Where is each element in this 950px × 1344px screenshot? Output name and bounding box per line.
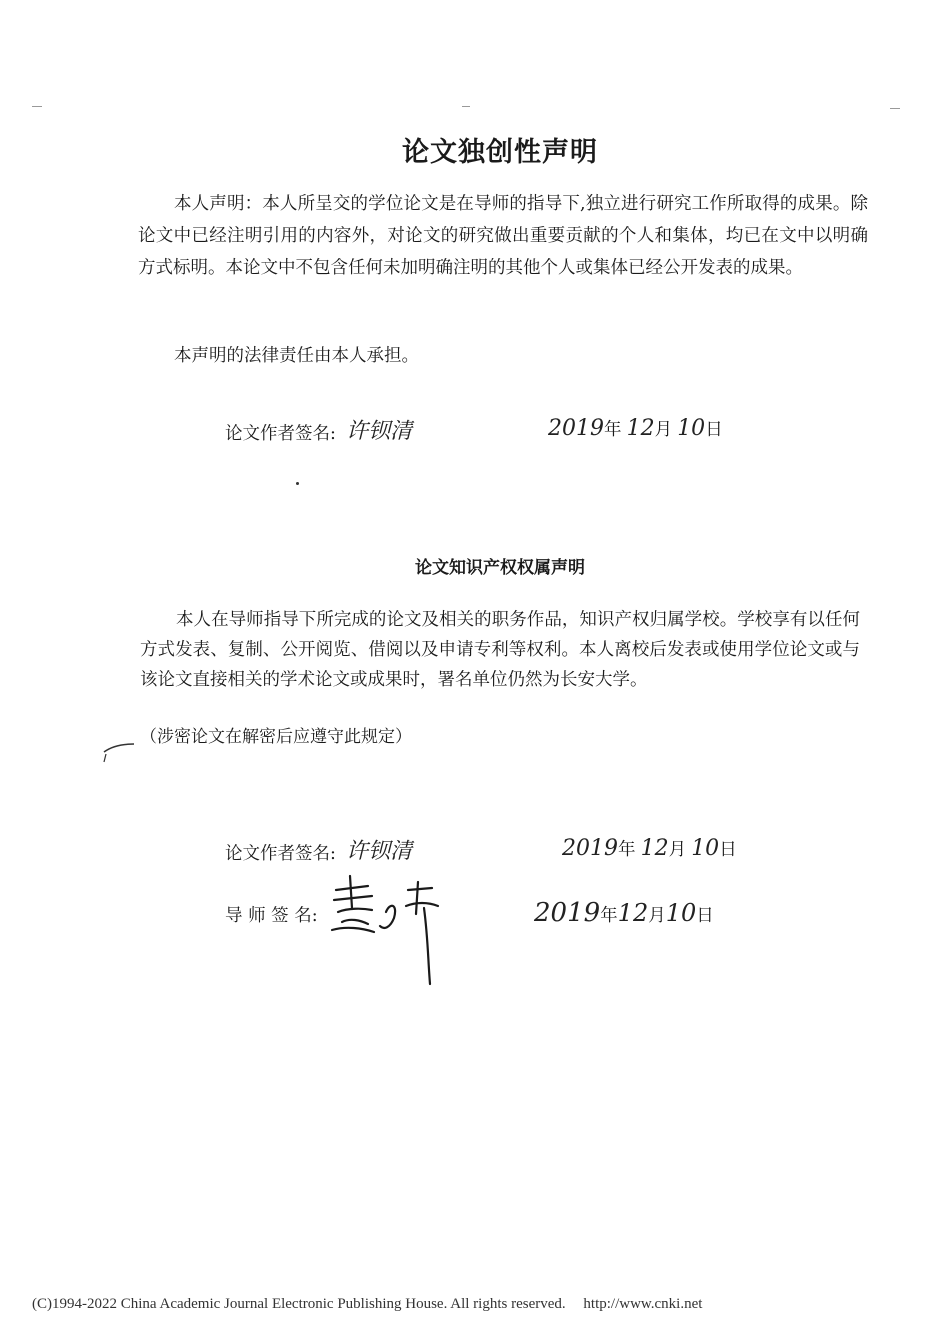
author-signature-label: 论文作者签名: (225, 424, 336, 444)
author-signature: 许钡清 (346, 839, 413, 864)
date-month: 12 (617, 899, 649, 927)
section-title: 论文知识产权权属声明 (415, 558, 585, 578)
footer-link[interactable]: http://www.cnki.net (583, 1296, 703, 1312)
scan-speck (890, 108, 900, 109)
copyright-text: (C)1994-2022 China Academic Journal Electronic Publishing House. All rights reserved. (32, 1296, 566, 1312)
date-year: 2019 (534, 898, 601, 928)
scan-speck (32, 106, 42, 107)
scan-speck (296, 482, 299, 485)
pen-scribble (100, 738, 140, 766)
responsibility-statement: 本声明的法律责任由本人承担。 (174, 346, 419, 366)
date-day: 10 (665, 899, 697, 927)
scan-speck (462, 106, 470, 107)
footer (32, 1296, 716, 1313)
author-signature-label: 论文作者签名: (225, 844, 336, 864)
advisor-signature-label: 导 师 签 名: (225, 906, 318, 926)
advisor-signature (328, 868, 448, 990)
date-year: 2019 (548, 416, 604, 441)
originality-paragraph: 本人声明：本人所呈交的学位论文是在导师的指导下,独立进行研究工作所取得的成果。除论文中已经注明引用的内容外，对论文的研究做出重要贡献的个人和集体，均已在文中以明确方式标明。本论文中不包含任何未加明确注明的其他个人或集体已经公开发表的成果。 (138, 194, 868, 278)
advisor-date: 2019年12月10日 (534, 898, 714, 928)
author-date: 2019年 12月 10日 (562, 836, 737, 861)
page-title: 论文独创性声明 (402, 137, 598, 168)
date-day: 10 (677, 416, 706, 441)
author-signature: 许钡清 (346, 419, 413, 444)
date-day: 10 (691, 836, 720, 861)
ip-paragraph: 本人在导师指导下所完成的论文及相关的职务作品，知识产权归属学校。学校享有以任何方式发表、复制、公开阅览、借阅以及申请专利等权利。本人离校后发表或使用学位论文或与该论文直接相关的学术论文或成果时，署名单位仍然为长安大学。 (140, 610, 860, 690)
signature-date: 2019年 12月 10日 (548, 416, 723, 441)
confidential-note: （涉密论文在解密后应遵守此规定） (140, 727, 412, 747)
date-year: 2019 (562, 836, 618, 861)
date-month: 12 (640, 836, 669, 861)
date-month: 12 (626, 416, 655, 441)
